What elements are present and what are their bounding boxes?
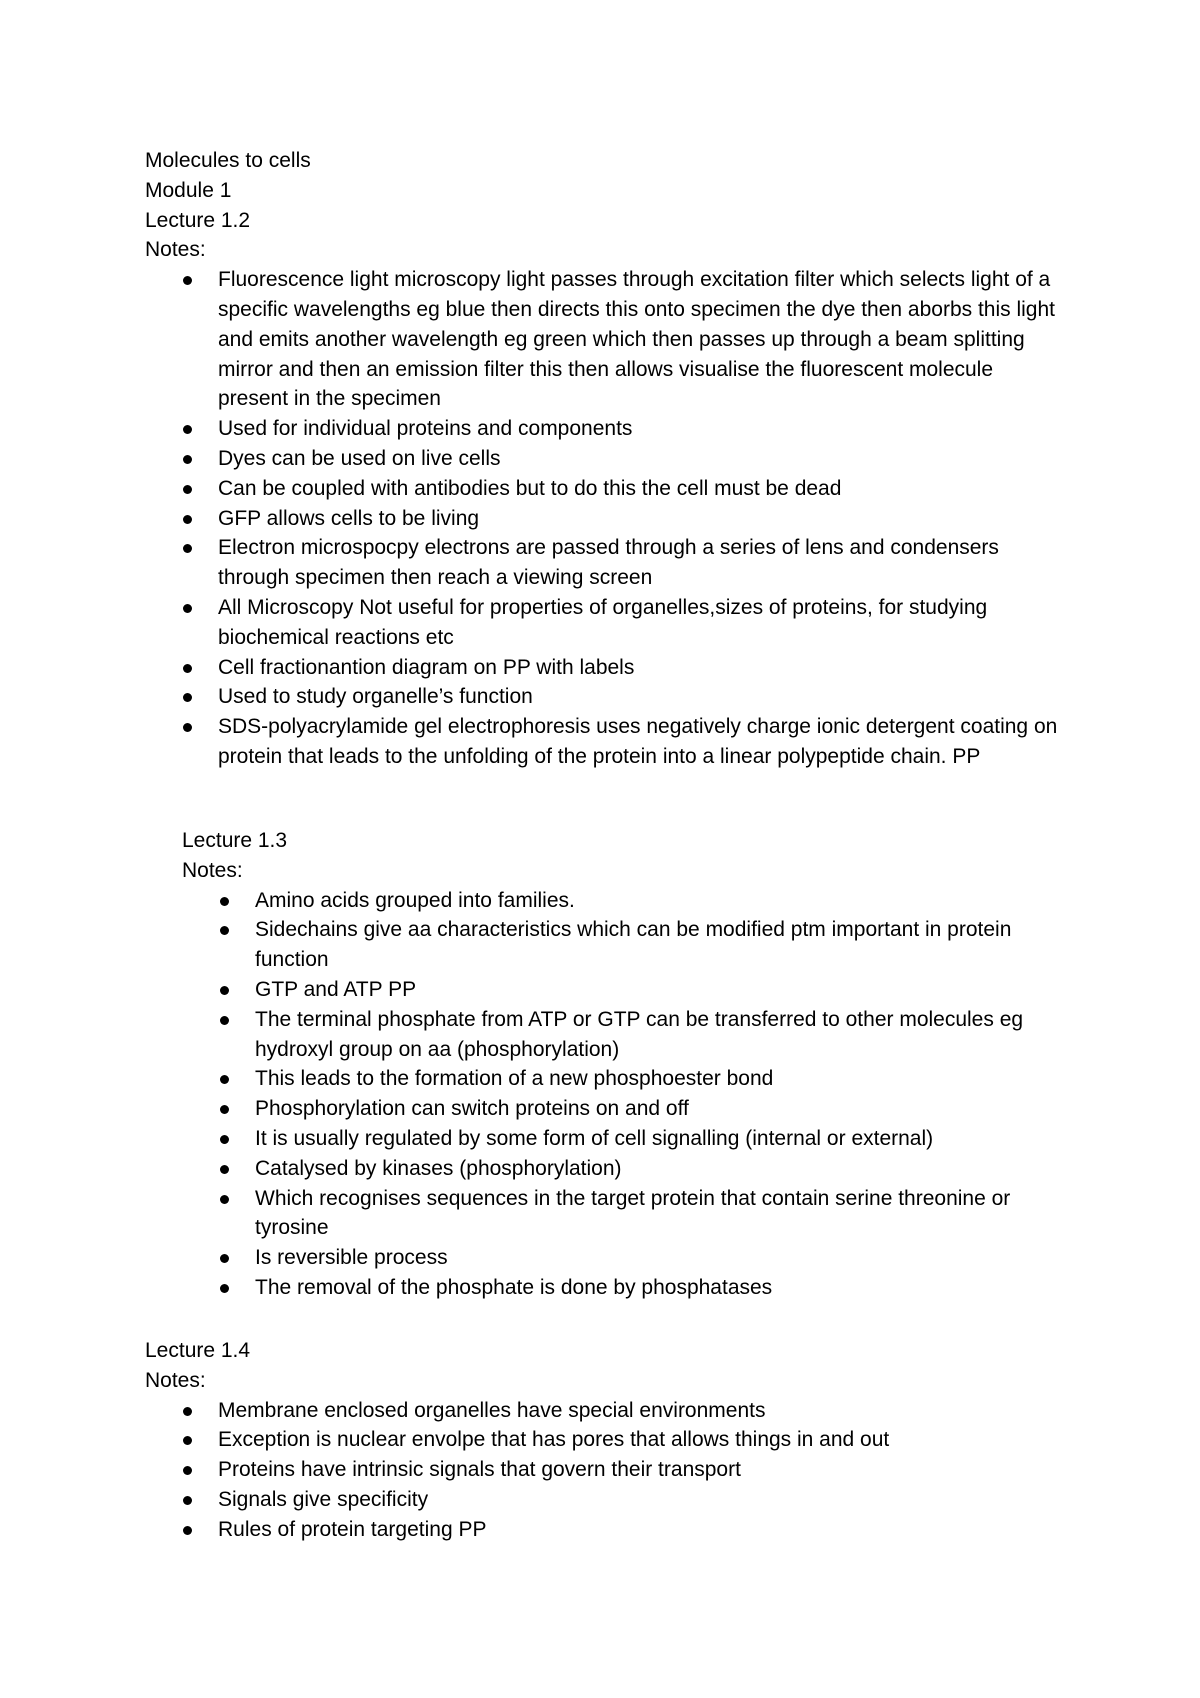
list-item <box>182 1273 1065 1303</box>
bullet-text: The removal of the phosphate is done by phosphatases <box>255 1275 773 1299</box>
list-item <box>145 444 1065 474</box>
bullet-text: Amino acids grouped into families. <box>255 888 575 912</box>
bullet-icon <box>183 485 192 494</box>
bullet-icon <box>183 1526 192 1535</box>
bullet-icon <box>183 544 192 553</box>
bullet-icon <box>183 1407 192 1416</box>
list-item <box>145 653 1065 683</box>
bullet-text: Rules of protein targeting PP <box>218 1517 487 1541</box>
notes-label: Notes: <box>182 858 243 882</box>
bullet-text: Used to study organelle’s function <box>218 685 533 709</box>
bullet-text: All Microscopy Not useful for properties of organelles,sizes of proteins, for studying biochemical reactions etc <box>218 595 988 649</box>
bullet-icon <box>220 1016 229 1025</box>
bullet-list <box>145 1396 1065 1545</box>
notes-label: Notes: <box>145 1368 206 1392</box>
bullet-text: Which recognises sequences in the target protein that contain serine threonine or tyrosine <box>255 1186 1011 1240</box>
bullet-text: Electron microspocpy electrons are passed through a series of lens and condensers through specimen then reach a viewing screen <box>218 536 999 590</box>
list-item <box>145 1455 1065 1485</box>
list-item <box>145 504 1065 534</box>
bullet-icon <box>183 425 192 434</box>
list-item <box>145 593 1065 653</box>
list-item <box>145 682 1065 712</box>
bullet-icon <box>220 1135 229 1144</box>
list-item <box>182 975 1065 1005</box>
bullet-text: Can be coupled with antibodies but to do this the cell must be dead <box>218 476 842 500</box>
bullet-list <box>182 886 1082 1303</box>
lecture-heading: Lecture 1.2 <box>145 208 251 232</box>
list-item <box>182 1184 1065 1244</box>
list-item <box>145 1485 1065 1515</box>
bullet-text: Is reversible process <box>255 1246 448 1270</box>
list-item <box>145 712 1065 772</box>
bullet-icon <box>183 693 192 702</box>
bullet-text: SDS-polyacrylamide gel electrophoresis uses negatively charge ionic detergent coating on protein that leads to the unfolding of the protein into a linear polypeptide chain. PP <box>218 715 1058 768</box>
notes-label: Notes: <box>145 238 206 262</box>
bullet-icon <box>183 723 192 732</box>
bullet-text: Used for individual proteins and components <box>218 417 633 441</box>
lecture-heading: Lecture 1.4 <box>145 1339 251 1362</box>
bullet-text: Signals give specificity <box>218 1487 429 1511</box>
bullet-icon <box>220 1254 229 1263</box>
bullet-icon <box>220 926 229 935</box>
list-item <box>145 265 1065 414</box>
list-item <box>182 1094 1065 1124</box>
bullet-icon <box>220 986 229 995</box>
list-item <box>182 1243 1065 1273</box>
bullet-text: Cell fractionantion diagram on PP with labels <box>218 655 635 679</box>
section-lecture-1-3 <box>182 826 1082 1303</box>
bullet-text: GTP and ATP PP <box>255 977 417 1001</box>
bullet-text: Fluorescence light microscopy light passes through excitation filter which selects light of a specific wavelengths eg blue then directs this onto specimen the dye then aborbs this light and emits another wavelength eg green which then passes up through a beam splitting mirror and then an emission filter this then allows visualise the fluorescent molecule present in the specimen <box>218 268 1055 411</box>
bullet-text: This leads to the formation of a new phosphoester bond <box>255 1067 774 1091</box>
lecture-heading: Lecture 1.3 <box>182 829 288 852</box>
document-title: Molecules to cells <box>145 149 311 172</box>
bullet-text: The terminal phosphate from ATP or GTP can be transferred to other molecules eg hydroxyl group on aa (phosphorylation) <box>255 1007 1024 1061</box>
bullet-icon <box>183 604 192 613</box>
list-item <box>182 1154 1065 1184</box>
bullet-text: Sidechains give aa characteristics which can be modified ptm important in protein function <box>255 918 1012 972</box>
list-item <box>182 1124 1065 1154</box>
bullet-text: Dyes can be used on live cells <box>218 446 501 470</box>
list-item <box>145 1425 1065 1455</box>
list-item <box>182 915 1065 975</box>
list-item <box>145 474 1065 504</box>
bullet-icon <box>183 1436 192 1445</box>
module-label: Module 1 <box>145 178 232 202</box>
bullet-text: Phosphorylation can switch proteins on and off <box>255 1097 689 1121</box>
bullet-icon <box>183 515 192 524</box>
list-item <box>145 414 1065 444</box>
bullet-icon <box>220 1075 229 1084</box>
bullet-text: Catalysed by kinases (phosphorylation) <box>255 1156 622 1180</box>
bullet-icon <box>183 455 192 464</box>
bullet-text: It is usually regulated by some form of cell signalling (internal or external) <box>255 1126 934 1150</box>
bullet-icon <box>183 276 192 285</box>
list-item <box>182 1064 1065 1094</box>
list-item <box>182 886 1065 916</box>
bullet-icon <box>220 1105 229 1114</box>
list-item <box>182 1005 1065 1065</box>
bullet-icon <box>220 1195 229 1204</box>
section-lecture-1-4 <box>145 1336 1065 1545</box>
section-lecture-1-2 <box>145 146 1065 772</box>
list-item <box>145 533 1065 593</box>
bullet-text: Membrane enclosed organelles have special environments <box>218 1398 766 1422</box>
list-item <box>145 1396 1065 1426</box>
bullet-text: Proteins have intrinsic signals that govern their transport <box>218 1458 741 1482</box>
bullet-icon <box>183 664 192 673</box>
bullet-text: Exception is nuclear envolpe that has pores that allows things in and out <box>218 1428 890 1452</box>
bullet-icon <box>183 1496 192 1505</box>
bullet-text: GFP allows cells to be living <box>218 506 480 530</box>
list-item <box>145 1515 1065 1545</box>
bullet-icon <box>183 1466 192 1475</box>
bullet-list <box>145 265 1065 772</box>
bullet-icon <box>220 1284 229 1293</box>
bullet-icon <box>220 1165 229 1174</box>
bullet-icon <box>220 897 229 906</box>
